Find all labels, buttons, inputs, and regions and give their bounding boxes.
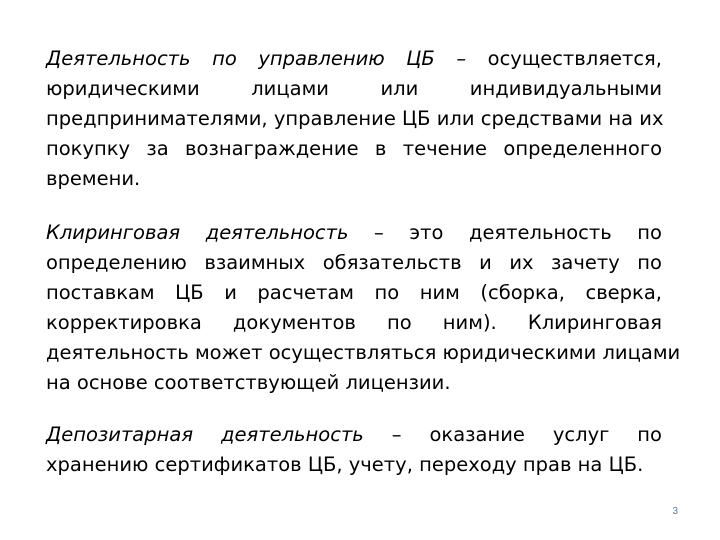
paragraph-line: на основе соответствующей лицензии. xyxy=(46,371,451,394)
paragraph-text: – это деятельность по xyxy=(348,221,662,244)
paragraph-text: – осуществляется, xyxy=(434,47,662,70)
paragraph-depository xyxy=(46,420,662,480)
paragraph-line: определению взаимных обязательств и их зачету по xyxy=(46,251,662,274)
term-asset-management: Деятельность по управлению ЦБ xyxy=(46,47,435,70)
paragraph-clearing xyxy=(46,218,681,398)
paragraph-line: поставкам ЦБ и расчетам по ним (сборка, сверка, xyxy=(46,281,662,304)
paragraph-line xyxy=(46,420,662,450)
paragraph-asset-management xyxy=(46,44,662,194)
paragraph-line: корректировка документов по ним). Клиринговая xyxy=(46,311,662,334)
paragraph-line: деятельность может осуществляться юридическими лицами xyxy=(46,341,681,364)
paragraph-line: хранению сертификатов ЦБ, учету, переходу прав на ЦБ. xyxy=(46,453,644,476)
paragraph-line xyxy=(46,218,662,248)
page-number: 3 xyxy=(672,506,678,517)
paragraph-line: предпринимателями, управление ЦБ или средствами на их xyxy=(46,107,664,130)
paragraph-text: – оказание услуг по xyxy=(363,423,662,446)
paragraph-line xyxy=(46,44,662,74)
term-depository: Депозитарная деятельность xyxy=(46,423,364,446)
paragraph-line: покупку за вознаграждение в течение определенного xyxy=(46,137,662,160)
paragraph-line: юридическими лицами или индивидуальными xyxy=(46,77,662,100)
paragraph-line: времени. xyxy=(46,167,141,190)
term-clearing: Клиринговая деятельность xyxy=(46,221,349,244)
